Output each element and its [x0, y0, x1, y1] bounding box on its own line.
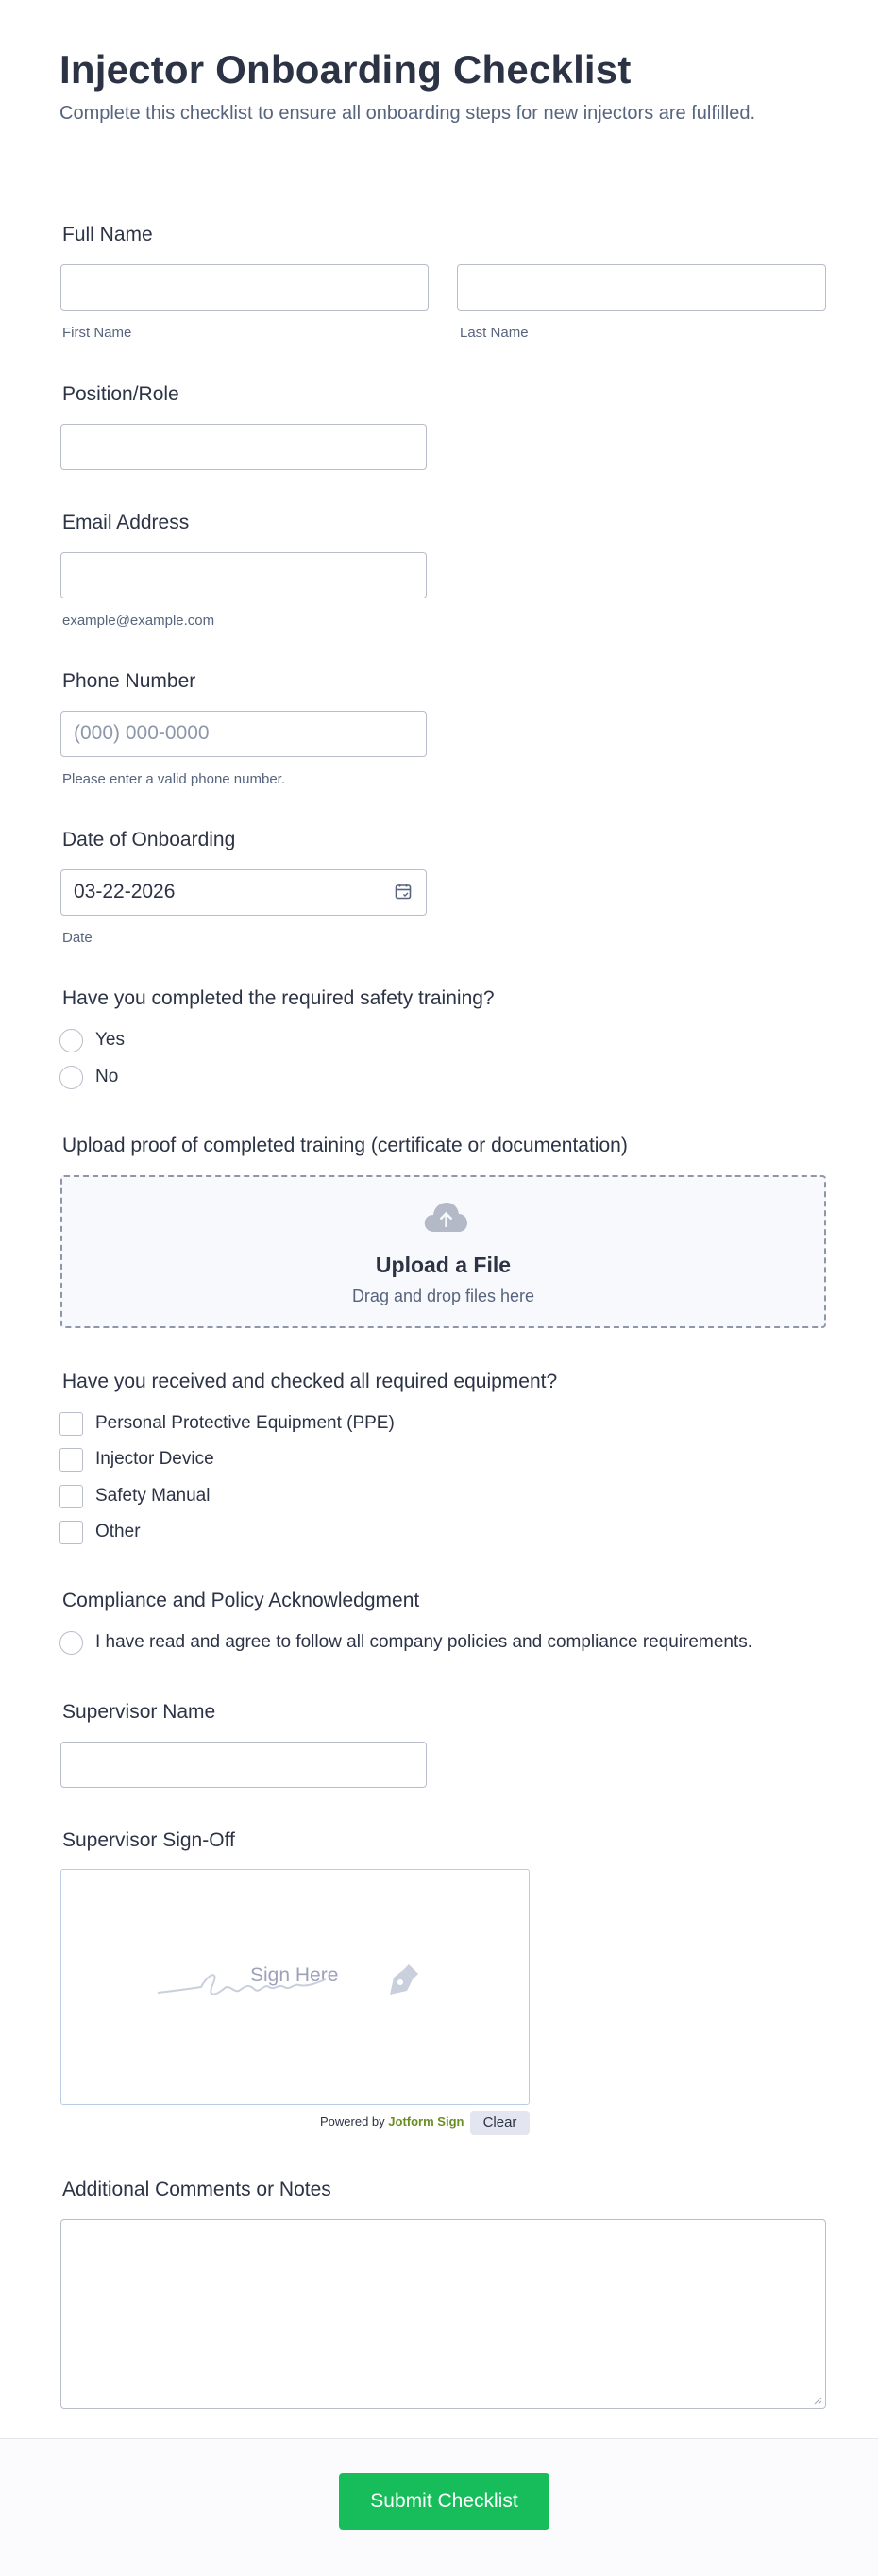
checkbox-injector-device-label: Injector Device	[95, 1449, 214, 1469]
radio-no[interactable]	[59, 1066, 83, 1089]
checkbox-other-label: Other	[95, 1522, 141, 1541]
radio-compliance-agree[interactable]	[59, 1631, 83, 1655]
equipment-label: Have you received and checked all required equipment?	[62, 1371, 558, 1392]
radio-no-label: No	[95, 1067, 119, 1086]
cloud-upload-icon	[423, 1200, 468, 1234]
position-label: Position/Role	[62, 383, 179, 405]
checkbox-safety-manual-label: Safety Manual	[95, 1486, 211, 1506]
form-title: Injector Onboarding Checklist	[59, 47, 632, 92]
last-name-input[interactable]	[457, 264, 826, 311]
form-header	[0, 0, 878, 177]
date-sublabel: Date	[62, 930, 93, 946]
checkbox-injector-device[interactable]	[59, 1448, 83, 1472]
supervisor-name-input[interactable]	[60, 1742, 427, 1788]
radio-yes[interactable]	[59, 1029, 83, 1052]
radio-yes-label: Yes	[95, 1030, 125, 1050]
full-name-label: Full Name	[62, 224, 153, 245]
radio-compliance-agree-label: I have read and agree to follow all company policies and compliance requirements.	[95, 1632, 753, 1652]
submit-button[interactable]: Submit Checklist	[339, 2473, 549, 2530]
date-label: Date of Onboarding	[62, 829, 236, 850]
signature-pad[interactable]	[60, 1869, 530, 2105]
checkbox-safety-manual[interactable]	[59, 1485, 83, 1508]
jotform-sign-link[interactable]: Jotform Sign	[388, 2114, 464, 2129]
position-input[interactable]	[60, 424, 427, 470]
file-upload-dropzone[interactable]	[60, 1175, 826, 1328]
comments-textarea[interactable]	[60, 2219, 826, 2409]
comments-label: Additional Comments or Notes	[62, 2179, 331, 2200]
powered-by-text	[320, 2114, 464, 2129]
upload-label: Upload proof of completed training (certificate or documentation)	[62, 1135, 628, 1156]
resize-handle-icon[interactable]	[813, 2396, 822, 2405]
email-label: Email Address	[62, 512, 190, 533]
pen-nib-icon	[384, 1961, 422, 1998]
checkbox-other[interactable]	[59, 1521, 83, 1544]
powered-by-label: Powered by	[320, 2114, 385, 2129]
last-name-sublabel: Last Name	[460, 325, 529, 341]
email-input[interactable]	[60, 552, 427, 598]
supervisor-name-label: Supervisor Name	[62, 1701, 216, 1723]
first-name-sublabel: First Name	[62, 325, 132, 341]
clear-signature-button[interactable]: Clear	[470, 2111, 530, 2135]
upload-title: Upload a File	[375, 1253, 512, 1277]
form-subtitle: Complete this checklist to ensure all onboarding steps for new injectors are fulfilled.	[59, 103, 756, 124]
phone-input[interactable]: (000) 000-0000	[60, 711, 427, 757]
sign-here-placeholder: Sign Here	[250, 1964, 339, 1986]
first-name-input[interactable]	[60, 264, 429, 311]
phone-sublabel: Please enter a valid phone number.	[62, 771, 285, 787]
signoff-label: Supervisor Sign-Off	[62, 1829, 235, 1851]
checkbox-ppe-label: Personal Protective Equipment (PPE)	[95, 1413, 395, 1433]
safety-training-label: Have you completed the required safety training?	[62, 987, 495, 1009]
form-footer	[0, 2438, 878, 2576]
calendar-icon[interactable]	[395, 883, 412, 900]
date-input[interactable]: 03-22-2026	[60, 869, 427, 916]
checkbox-ppe[interactable]	[59, 1412, 83, 1436]
phone-label: Phone Number	[62, 670, 196, 692]
compliance-label: Compliance and Policy Acknowledgment	[62, 1590, 420, 1611]
email-sublabel: example@example.com	[62, 613, 215, 629]
upload-subtitle: Drag and drop files here	[351, 1287, 535, 1305]
